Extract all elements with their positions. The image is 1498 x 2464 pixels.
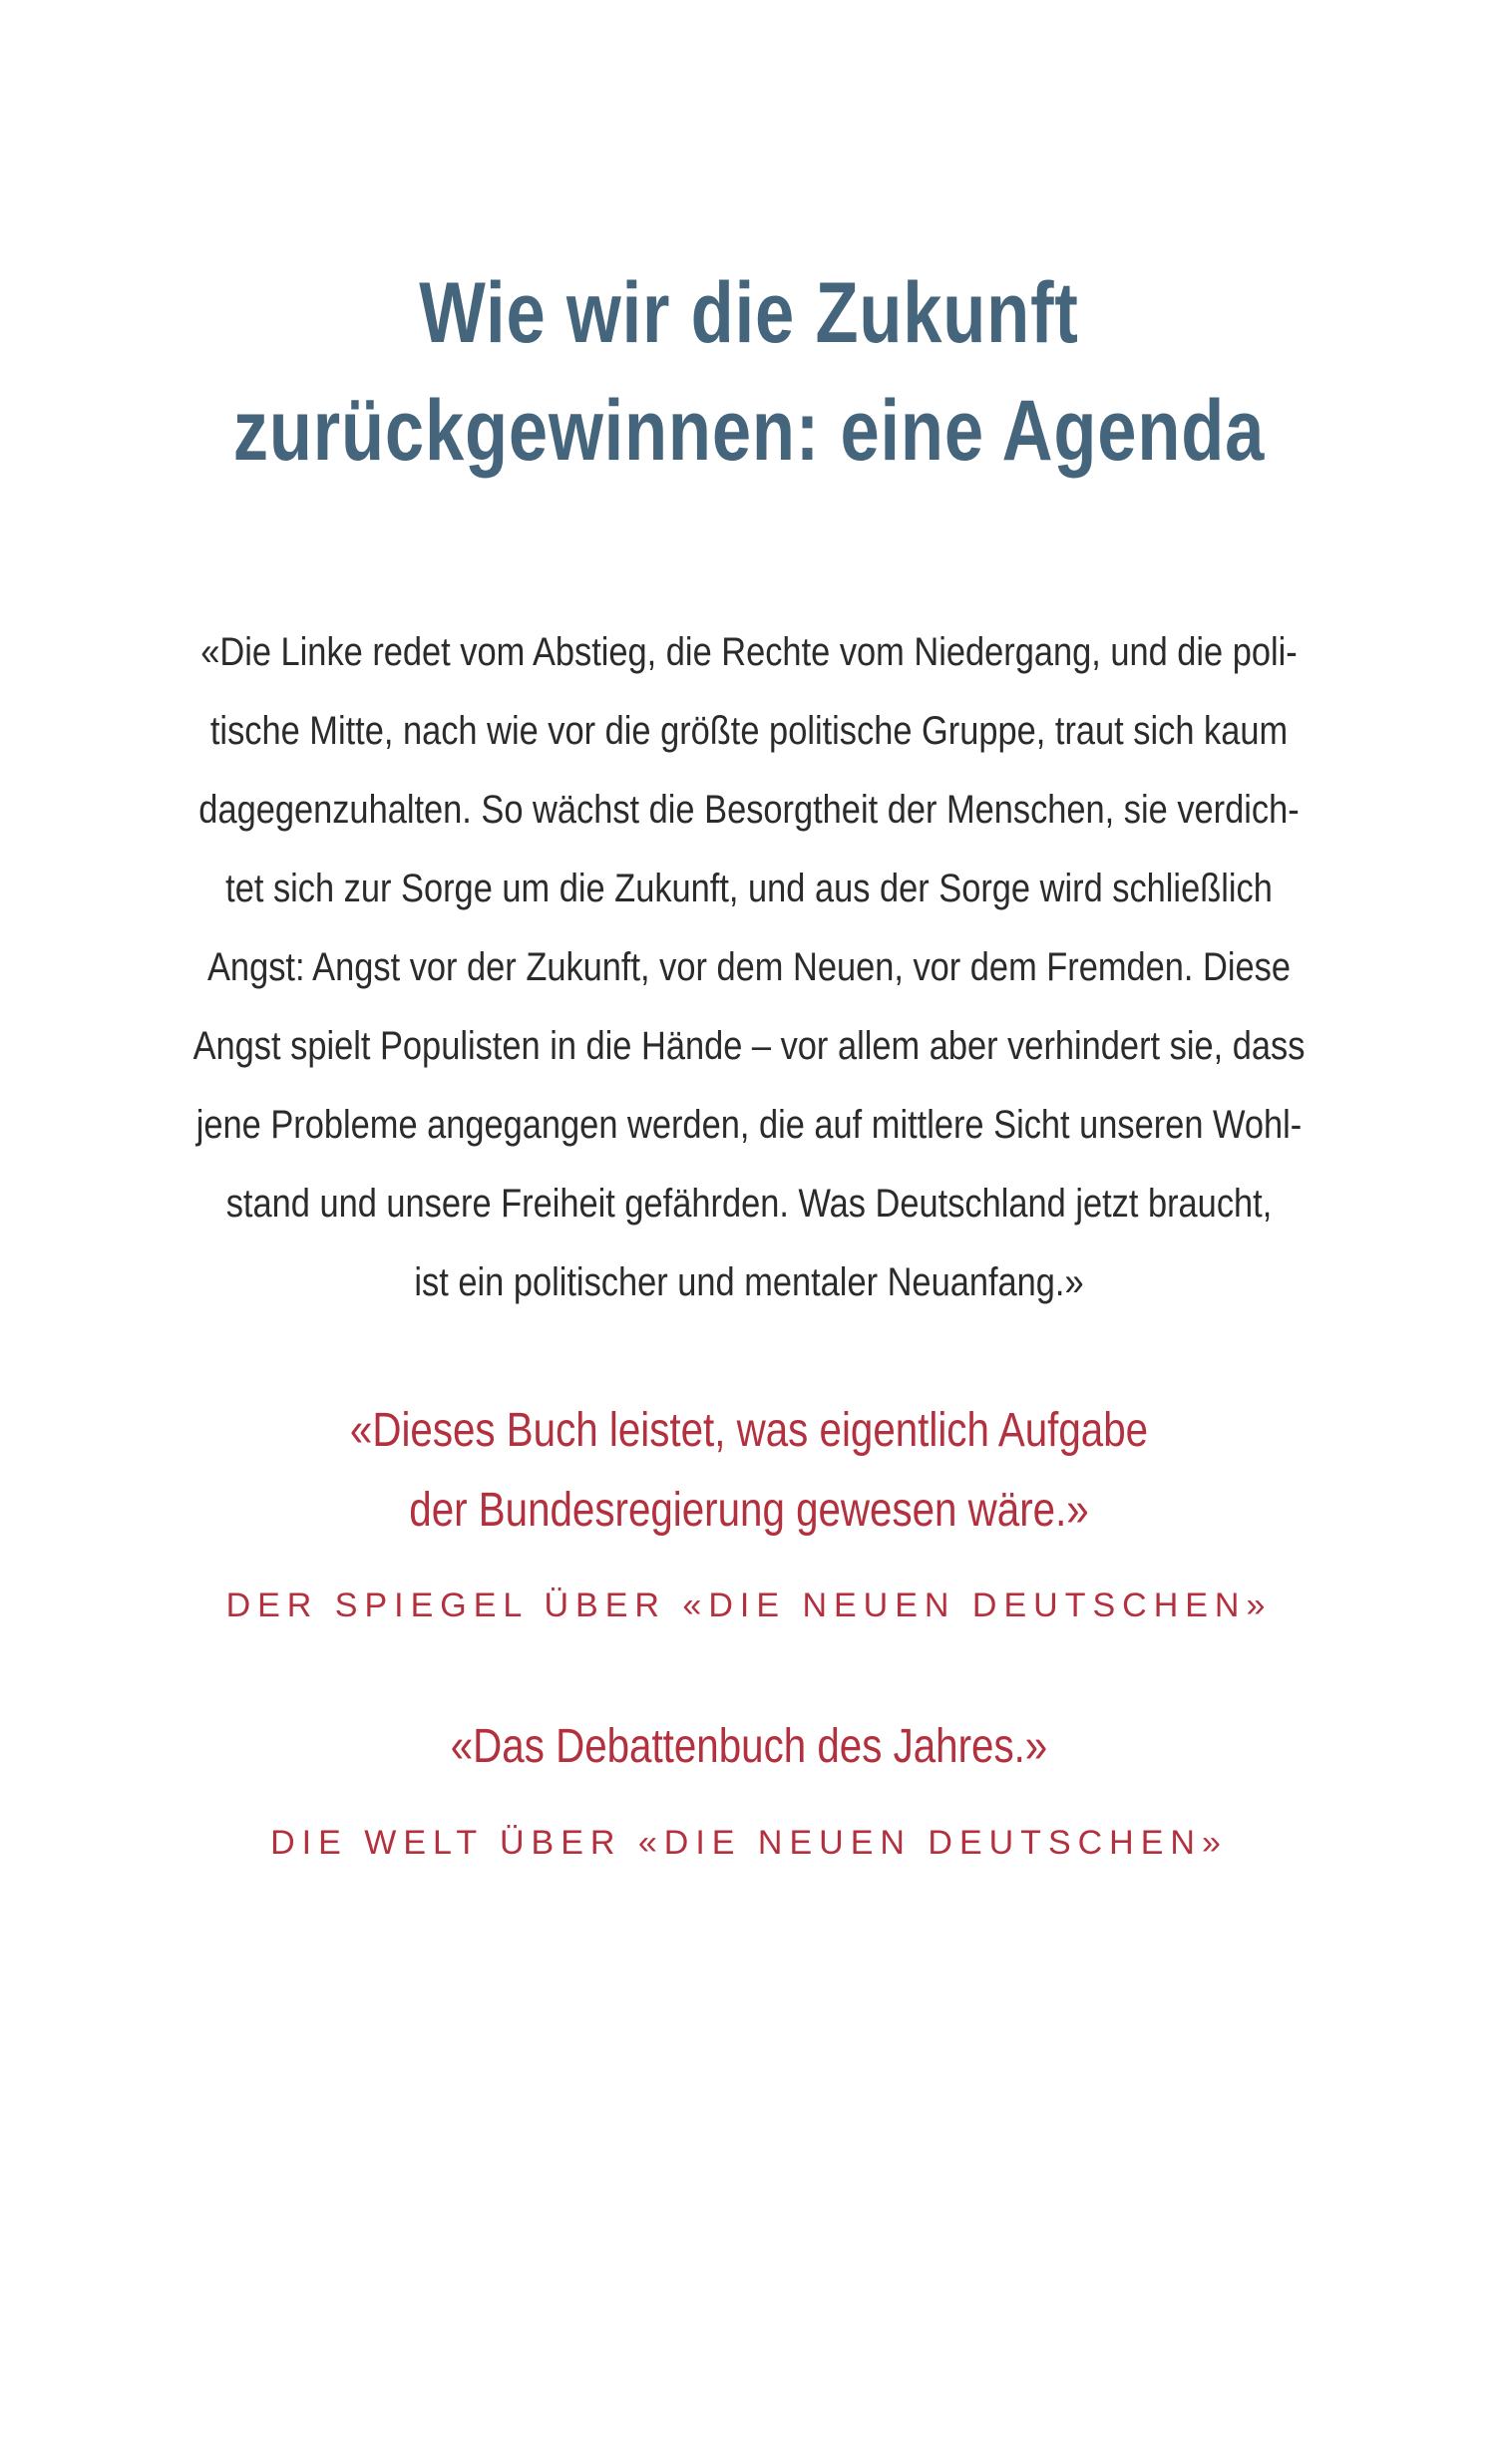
blurb-line-8: stand und unsere Freiheit gefährden. Was Deutschland jetzt braucht, [225, 1182, 1273, 1226]
blurb-line-2: tische Mitte, nach wie vor die größte politische Gruppe, traut sich kaum [209, 709, 1289, 753]
title-line-1: Wie wir die Zukunft [419, 265, 1079, 361]
review-quote-line: «Dieses Buch leistet, was eigentlich Aufgabe [349, 1404, 1149, 1457]
blurb-line-3: dagegenzuhalten. So wächst die Besorgtheit der Menschen, sie verdich- [198, 788, 1300, 832]
blurb-line-5: Angst: Angst vor der Zukunft, vor dem Neuen, vor dem Fremden. Diese [206, 945, 1291, 989]
title-line-2: zurückgewinnen: eine Agenda [232, 383, 1266, 479]
blurb-text [105, 613, 1393, 1322]
blurb-line-7: jene Probleme angegangen werden, die auf mittlere Sicht unseren Wohl- [195, 1103, 1303, 1147]
blurb-line-1: «Die Linke redet vom Abstieg, die Rechte vom Niedergang, und die poli- [200, 630, 1298, 674]
blurb-line-6: Angst spielt Populisten in die Hände – vor allem aber verhindert sie, dass [192, 1024, 1306, 1068]
review-source-spiegel: DER SPIEGEL ÜBER «DIE NEUEN DEUTSCHEN» [225, 1586, 1273, 1624]
review-source-welt: DIE WELT ÜBER «DIE NEUEN DEUTSCHEN» [270, 1824, 1228, 1862]
review-quote-spiegel [120, 1391, 1378, 1551]
review-quote-line: «Das Debattenbuch des Jahres.» [450, 1720, 1048, 1773]
blurb-line-9: ist ein politischer und mentaler Neuanfang.» [414, 1260, 1084, 1304]
blurb-line-4: tet sich zur Sorge um die Zukunft, und aus der Sorge wird schließlich [225, 867, 1273, 910]
review-quote-welt [120, 1707, 1378, 1787]
page-title [135, 254, 1363, 490]
review-quote-line: der Bundesregierung gewesen wäre.» [409, 1484, 1089, 1537]
